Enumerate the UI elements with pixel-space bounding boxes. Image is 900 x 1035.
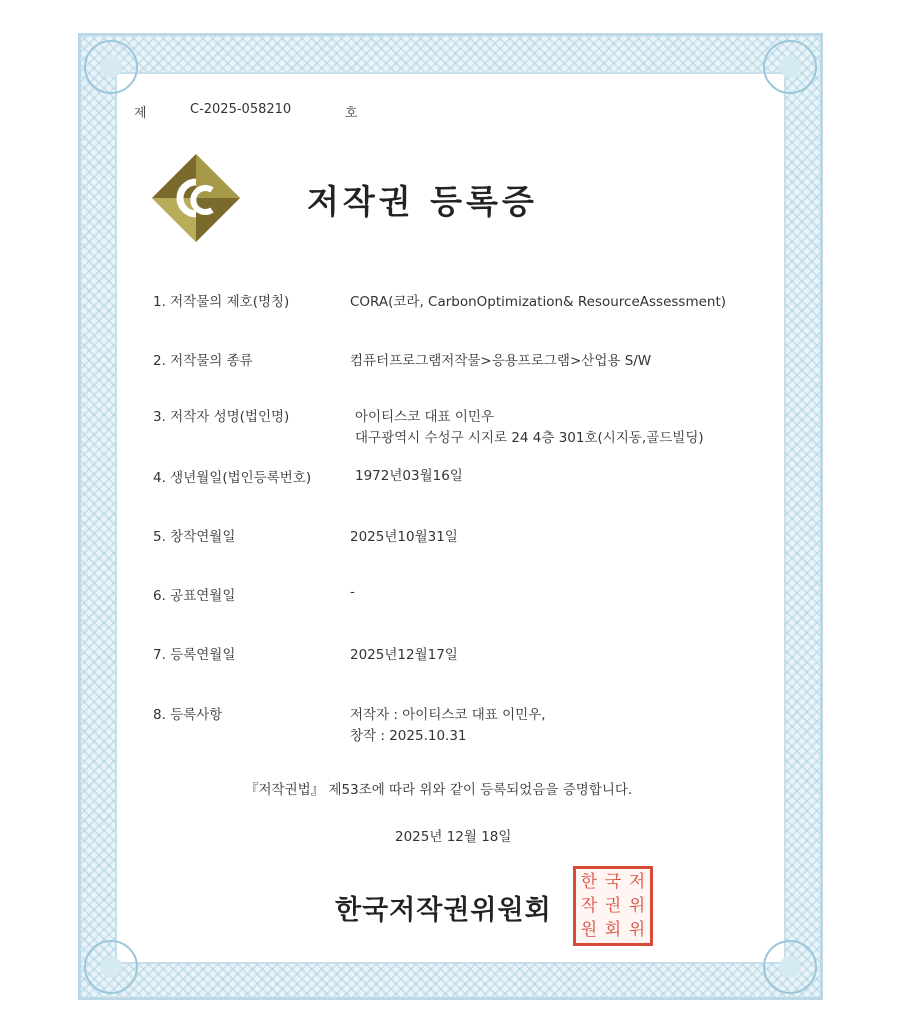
corner-ornament (763, 40, 817, 94)
registration-suffix: 호 (345, 106, 358, 121)
registration-number: C-2025-058210 (190, 102, 292, 117)
seal-character: 위 (628, 896, 646, 916)
item-value: 2025년12월17일 (350, 647, 458, 663)
item-value: 1972년03월16일 (355, 468, 463, 484)
corner-ornament (84, 940, 138, 994)
issuing-organization: 한국저작권위원회 (335, 895, 552, 926)
item-value: 아이티스코 대표 이민우 (355, 409, 494, 425)
seal-character: 저 (628, 872, 646, 892)
seal-character: 작 (580, 896, 598, 916)
seal-character: 권 (604, 896, 622, 916)
item-label: 8. 등록사항 (153, 707, 223, 723)
item-value: 창작 : 2025.10.31 (350, 728, 467, 744)
registration-prefix: 제 (134, 106, 147, 121)
item-value: 2025년10월31일 (350, 529, 458, 545)
seal-character: 국 (604, 872, 622, 892)
item-label: 4. 생년월일(법인등록번호) (153, 470, 312, 486)
item-value: 저작자 : 아이티스코 대표 이민우, (350, 707, 546, 723)
item-label: 2. 저작물의 종류 (153, 353, 253, 369)
item-label: 1. 저작물의 제호(명칭) (153, 294, 290, 310)
official-seal (573, 866, 653, 946)
certificate-title: 저작권 등록증 (307, 182, 538, 221)
item-label: 3. 저작자 성명(법인명) (153, 409, 290, 425)
item-label: 7. 등록연월일 (153, 647, 236, 663)
issue-date: 2025년 12월 18일 (395, 829, 512, 845)
copyright-logo-icon (150, 152, 242, 244)
item-value: 컴퓨터프로그램저작물>응용프로그램>산업용 S/W (350, 353, 652, 369)
item-label: 5. 창작연월일 (153, 529, 236, 545)
seal-character: 원 (580, 920, 598, 940)
item-value: 대구광역시 수성구 시지로 24 4층 301호(시지동,골드빌딩) (355, 430, 704, 446)
corner-ornament (84, 40, 138, 94)
seal-character: 위 (628, 920, 646, 940)
certification-statement: 『저작권법』 제53조에 따라 위와 같이 등록되었음을 증명합니다. (245, 782, 633, 798)
seal-character: 회 (604, 920, 622, 940)
corner-ornament (763, 940, 817, 994)
item-value: - (350, 584, 355, 600)
seal-character: 한 (580, 872, 598, 892)
item-value: CORA(코라, CarbonOptimization& ResourceAssessment) (350, 294, 727, 310)
item-label: 6. 공표연월일 (153, 588, 236, 604)
